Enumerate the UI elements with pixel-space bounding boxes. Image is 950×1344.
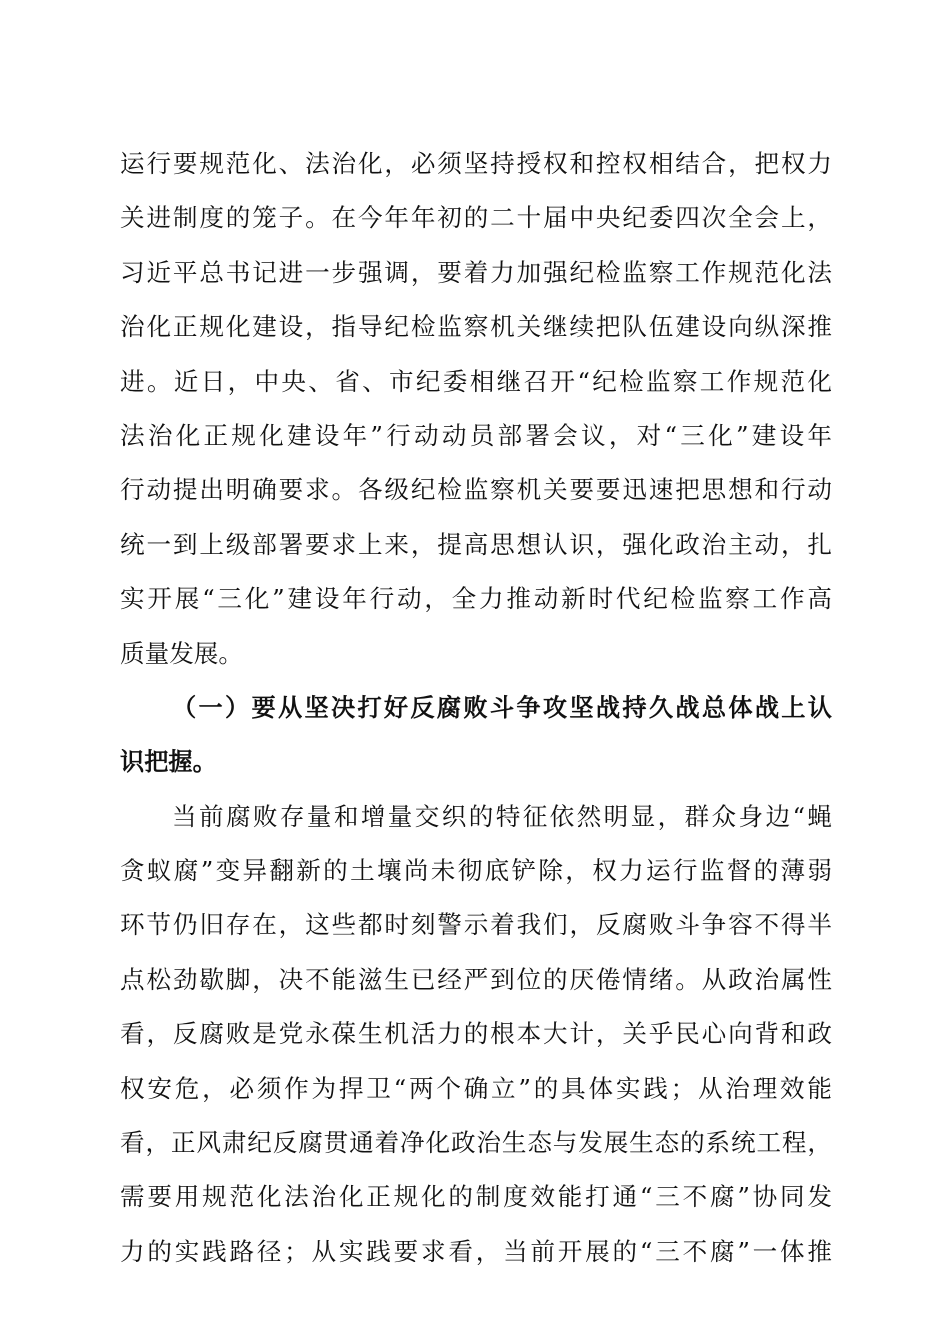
body-text-line: 法治化正规化建设年”行动动员部署会议，对“三化”建设年 — [120, 420, 832, 450]
body-text-line: 统一到上级部署要求上来，提高思想认识，强化政治主动，扎 — [120, 529, 832, 559]
body-text-line: 治化正规化建设，指导纪检监察机关继续把队伍建设向纵深推 — [120, 312, 832, 342]
section-heading: 识把握。 — [120, 748, 217, 777]
document-body — [120, 137, 832, 1279]
body-text-line: 运行要规范化、法治化，必须坚持授权和控权相结合，把权力 — [120, 149, 832, 178]
body-text-line: 质量发展。 — [120, 638, 243, 668]
body-text-line: 权安危，必须作为捍卫“两个确立”的具体实践；从治理效能 — [120, 1073, 832, 1103]
body-text-line: 当前腐败存量和增量交织的特征依然明显，群众身边“蝇 — [172, 801, 832, 831]
body-text-line: 习近平总书记进一步强调，要着力加强纪检监察工作规范化法 — [120, 257, 832, 287]
body-text-line: 实开展“三化”建设年行动，全力推动新时代纪检监察工作高 — [120, 584, 832, 614]
body-text-line: 贪蚁腐”变异翻新的土壤尚未彻底铲除，权力运行监督的薄弱 — [120, 856, 832, 886]
body-text-line: 力的实践路径；从实践要求看，当前开展的“三不腐”一体推 — [120, 1236, 832, 1266]
body-text-line: 需要用规范化法治化正规化的制度效能打通“三不腐”协同发 — [120, 1182, 832, 1212]
body-text-line: 环节仍旧存在，这些都时刻警示着我们，反腐败斗争容不得半 — [120, 910, 832, 940]
body-text-line: 关进制度的笼子。在今年年初的二十届中央纪委四次全会上， — [120, 203, 832, 233]
section-heading: （一）要从坚决打好反腐败斗争攻坚战持久战总体战上认 — [172, 693, 832, 722]
body-text-line: 行动提出明确要求。各级纪检监察机关要要迅速把思想和行动 — [120, 475, 832, 505]
body-text-line: 看，正风肃纪反腐贯通着净化政治生态与发展生态的系统工程， — [120, 1128, 832, 1158]
body-text-line: 点松劲歇脚，决不能滋生已经严到位的厌倦情绪。从政治属性 — [120, 964, 832, 994]
body-text-line: 进。近日，中央、省、市纪委相继召开“纪检监察工作规范化 — [120, 366, 832, 396]
body-text-line: 看，反腐败是党永葆生机活力的根本大计，关乎民心向背和政 — [120, 1019, 832, 1049]
